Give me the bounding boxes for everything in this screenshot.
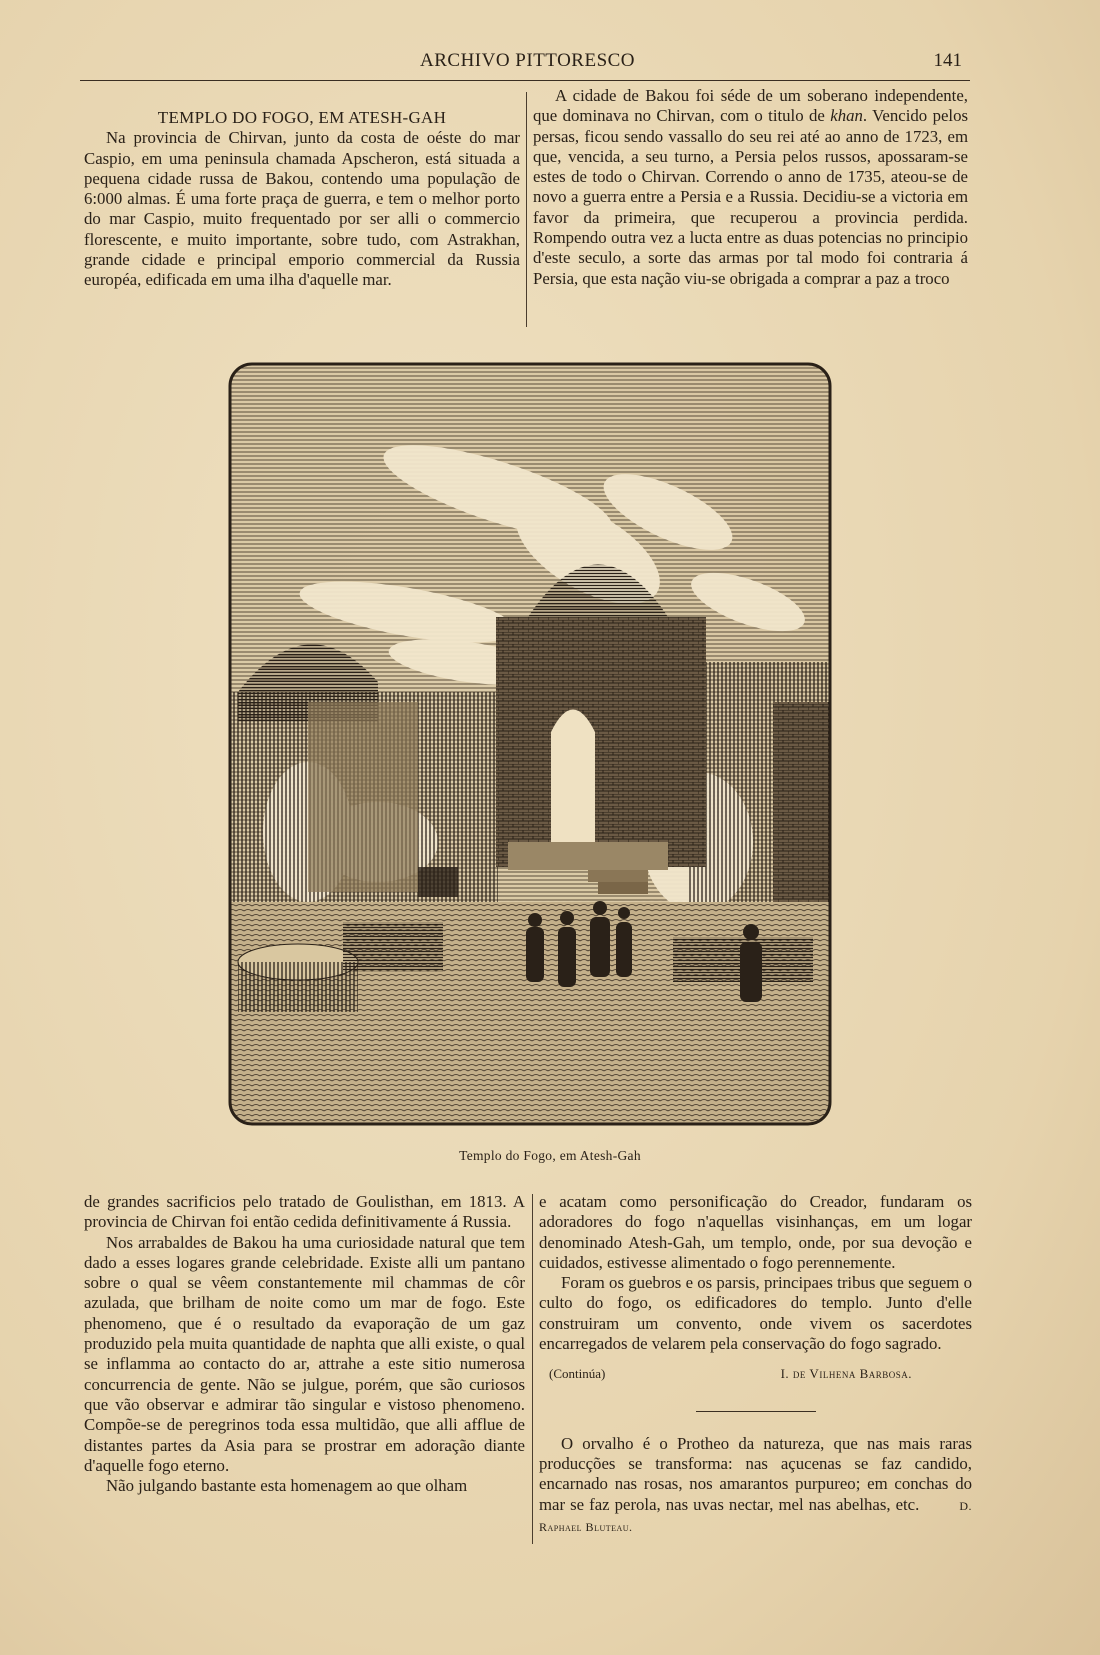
continued-note: (Continúa) <box>549 1366 606 1382</box>
column-divider <box>532 1194 533 1544</box>
publication-title: ARCHIVO PITTORESCO <box>420 50 636 71</box>
paragraph: Foram os guebros e os parsis, principaes tribus que seguem o culto do fogo, os edificadores do templo. Junto d'elle construiram um convento, onde vivem os sacerdotes encarregados de velarem pela conservação do fogo sagrado. <box>539 1273 972 1354</box>
paragraph <box>533 86 968 289</box>
column-2 <box>533 86 968 289</box>
paragraph-text: A cidade de Bakou foi séde de um soberano independente, que dominava no Chirvan, com o titulo de <box>533 86 968 126</box>
column-1 <box>84 108 520 291</box>
temple-engraving <box>228 362 832 1126</box>
signature-line <box>539 1364 972 1384</box>
page-header <box>80 44 970 81</box>
column-4 <box>539 1192 972 1537</box>
illustration-caption: Templo do Fogo, em Atesh-Gah <box>459 1148 641 1163</box>
page-number: 141 <box>933 50 962 71</box>
paragraph: Na provincia de Chirvan, junto da costa de oéste do mar Caspio, em uma peninsula chamada Apscheron, está situada a pequena cidade russa de Bakou, contendo uma população de 6:000 almas. É uma forte praça de guerra, e tem o melhor porto do mar Caspio, muito frequentado por ser alli o commercio florescente, e muito importante, sobre tudo, com Astrakhan, grande cidade e principal emporio commercial da Russia européa, edificada em uma ilha d'aquelle mar. <box>84 128 520 290</box>
paragraph: Nos arrabaldes de Bakou ha uma curiosidade natural que tem dado a esses logares grande celebridade. Existe alli um pantano sobre o qual se vêem constantemente mil chammas de côr azulada, que brilham de noite como um mar de fogo. Este phenomeno, que é o resultado da evaporação de um gaz produzido pela muita quantidade de naphta que alli existe, o qual se inflamma ao contacto do ar, attrahe a este sitio numerosa concurrencia de gente. Não se julgue, porém, que são curiosos que vão observar e admirar tão singular e vistoso phenomeno. Compõe-se de peregrinos toda essa multidão, que alli afflue de distantes partes da Asia para se prostrar em adoração diante d'aquelle fogo eterno. <box>84 1232 525 1475</box>
paragraph: Não julgando bastante esta homenagem ao que olham <box>106 1476 468 1496</box>
closing-text: O orvalho é o Protheo da natureza, que nas mais raras producções se transforma: nas açucenas se faz candido, encarnado nas rosas, nos amarantos purpureo; em conchas do mar se faz perola, nas uvas nectar, mel nas abelhas, etc. <box>539 1433 972 1514</box>
column-3 <box>84 1192 525 1496</box>
article-author: I. de Vilhena Barbosa. <box>780 1366 912 1382</box>
closing-paragraph <box>539 1434 972 1537</box>
italic-term: khan <box>830 106 863 126</box>
paragraph-text: . Vencido pelos persas, ficou sendo vassallo do seu rei até ao anno de 1723, em que, vencida, a seu turno, a Persia pelos russos, apossaram-se estes de todo o Chirvan. Correndo o anno de 1735, ateou-se de novo a guerra entre a Persia e a Russia. Decidiu-se a victoria em favor da primeira, que recuperou a provincia perdida. Rompendo outra vez a lucta entre as duas potencias no principio d'este seculo, a sorte das armas por tal modo foi contraria á Persia, que esta nação viu-se obrigada a comprar a paz a troco <box>533 106 968 288</box>
section-divider <box>696 1411 816 1412</box>
paragraph: de grandes sacrificios pelo tratado de Goulisthan, em 1813. A provincia de Chirvan foi então cedida definitivamente á Russia. <box>84 1192 525 1232</box>
paragraph: e acatam como personificação do Creador, fundaram os adoradores do fogo n'aquellas visinhanças, em um logar denominado Atesh-Gah, um templo, onde, por sua devoção e cuidados, estivesse alimentado o fogo perennemente. <box>539 1192 972 1272</box>
column-divider <box>526 92 527 327</box>
article-title: TEMPLO DO FOGO, EM ATESH-GAH <box>157 108 447 127</box>
closing-author: D. Raphael Bluteau. <box>539 1498 972 1534</box>
